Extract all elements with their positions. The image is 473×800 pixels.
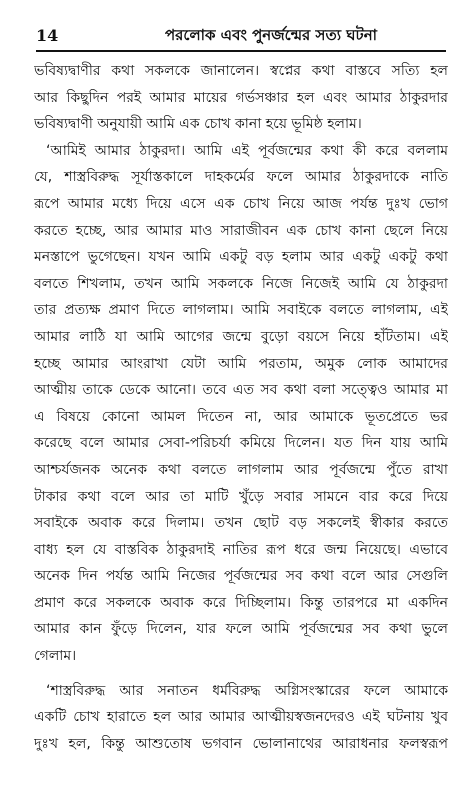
text-line: হচ্ছে আমার আংরাখা যেটা আমি পরতাম, অমুক লোক আমাদের (34, 355, 448, 372)
text-line: টাকার কথা বলে আর তা মাটি খুঁড়ে সবার সামনে বার করে দিয়ে (34, 488, 448, 505)
text-line: আমার কান ফুঁড়ে দিলেন, যার ফলে আমি পূর্বজন্মের সব কথা ভুলে (34, 621, 448, 638)
page-header (36, 24, 446, 52)
page-number: 14 (36, 26, 59, 45)
text-line: প্রমাণ করে সকলকে অবাক করে দিচ্ছিলাম। কিন্তু তারপরে মা একদিন (34, 594, 448, 611)
text-line: একটি চোখ হারাতে হল আর আমার আত্মীয়স্বজনদেরও এই ঘটনায় খুব (34, 709, 448, 726)
text-line: অনেক দিন পর্যন্ত আমি নিজের পূর্বজন্মের সব কথা বলে আর সেগুলি (34, 568, 448, 585)
text-line: ‘আমিই আমার ঠাকুরদা। আমি এই পূর্বজন্মের কথা কী করে বললাম (46, 142, 448, 159)
text-line: দুঃখ হল, কিন্তু আশুতোষ ভগবান ভোলানাথের আরাধনার ফলস্বরূপ (34, 735, 448, 752)
text-line: বাধ্য হল যে বাস্তবিক ঠাকুরদাই নাতির রূপ ধরে জন্ম নিয়েছে। এভাবে (34, 541, 448, 558)
body-text (34, 58, 448, 757)
text-line: মনস্তাপে ভুগেছেন। যখন আমি একটু বড় হলাম আর একটু একটু কথা (34, 249, 448, 266)
header-divider (36, 50, 446, 52)
paragraph-3 (34, 678, 448, 758)
paragraph-2 (34, 138, 448, 670)
text-line: এ বিষয়ে কোনো আমল দিতেন না, আর আমাকে ভূতপ্রেতে ভর (34, 408, 448, 425)
text-line: রূপে আমার মধ্যে দিয়ে এসে এক চোখ নিয়ে আজ পর্যন্ত দুঃখ ভোগ (34, 195, 448, 212)
text-line: তার প্রত্যক্ষ প্রমাণ দিতে লাগলাম। আমি সবাইকে বলতে লাগলাম, এই (34, 302, 448, 319)
text-line: বলতে শিখলাম, তখন আমি সকলকে নিজে নিজেই আমি যে ঠাকুরদা (34, 275, 448, 292)
text-line: আর কিছুদিন পরই আমার মায়ের গর্ভসঞ্চার হল এবং আমার ঠাকুরদার (34, 89, 448, 106)
text-line: করেছে বলে আমার সেবা-পরিচর্যা কমিয়ে দিলেন। যত দিন যায় আমি (34, 435, 448, 452)
text-line: আত্মীয় তাকে ডেকে আনো। তবে এত সব কথা বলা সত্ত্বেও আমার মা (34, 382, 448, 399)
text-line: করতে হচ্ছে, আর আমার মাও সারাজীবন এক চোখ কানা ছেলে নিয়ে (34, 222, 448, 239)
text-line: যে, শাস্ত্রবিরুদ্ধ সূর্যাস্তকালে দাহকর্মের ফলে আমার ঠাকুরদাকে নাতি (34, 169, 448, 186)
text-line: ‘শাস্ত্রবিরুদ্ধ আর সনাতন ধর্মবিরুদ্ধ অগ্নিসংস্কারের ফলে আমাকে (46, 682, 448, 699)
text-line: ভবিষ্যদ্বাণীর কথা সকলকে জানালেন। স্বপ্নের কথা বাস্তবে সত্যি হল (34, 63, 448, 79)
text-line: আমার লাঠি যা আমি আগের জন্মে বুড়ো বয়সে নিয়ে হাঁটতাম। এই (34, 328, 448, 345)
text-line: ভবিষ্যদ্বাণী অনুযায়ী আমি এক চোখ কানা হয়ে ভূমিষ্ঠ হলাম। (34, 116, 362, 133)
running-title: পরলোক এবং পুনর্জন্মের সত্য ঘটনা (164, 26, 378, 44)
text-line: আশ্চর্যজনক অনেক কথা বলতে লাগলাম আর পূর্বজন্মে পুঁতে রাখা (34, 461, 448, 478)
text-line: গেলাম। (34, 648, 77, 665)
paragraph-gap (34, 670, 448, 678)
text-line: সবাইকে অবাক করে দিলাম। তখন ছোট বড় সকলেই স্বীকার করতে (34, 515, 448, 532)
paragraph-1 (34, 58, 448, 138)
